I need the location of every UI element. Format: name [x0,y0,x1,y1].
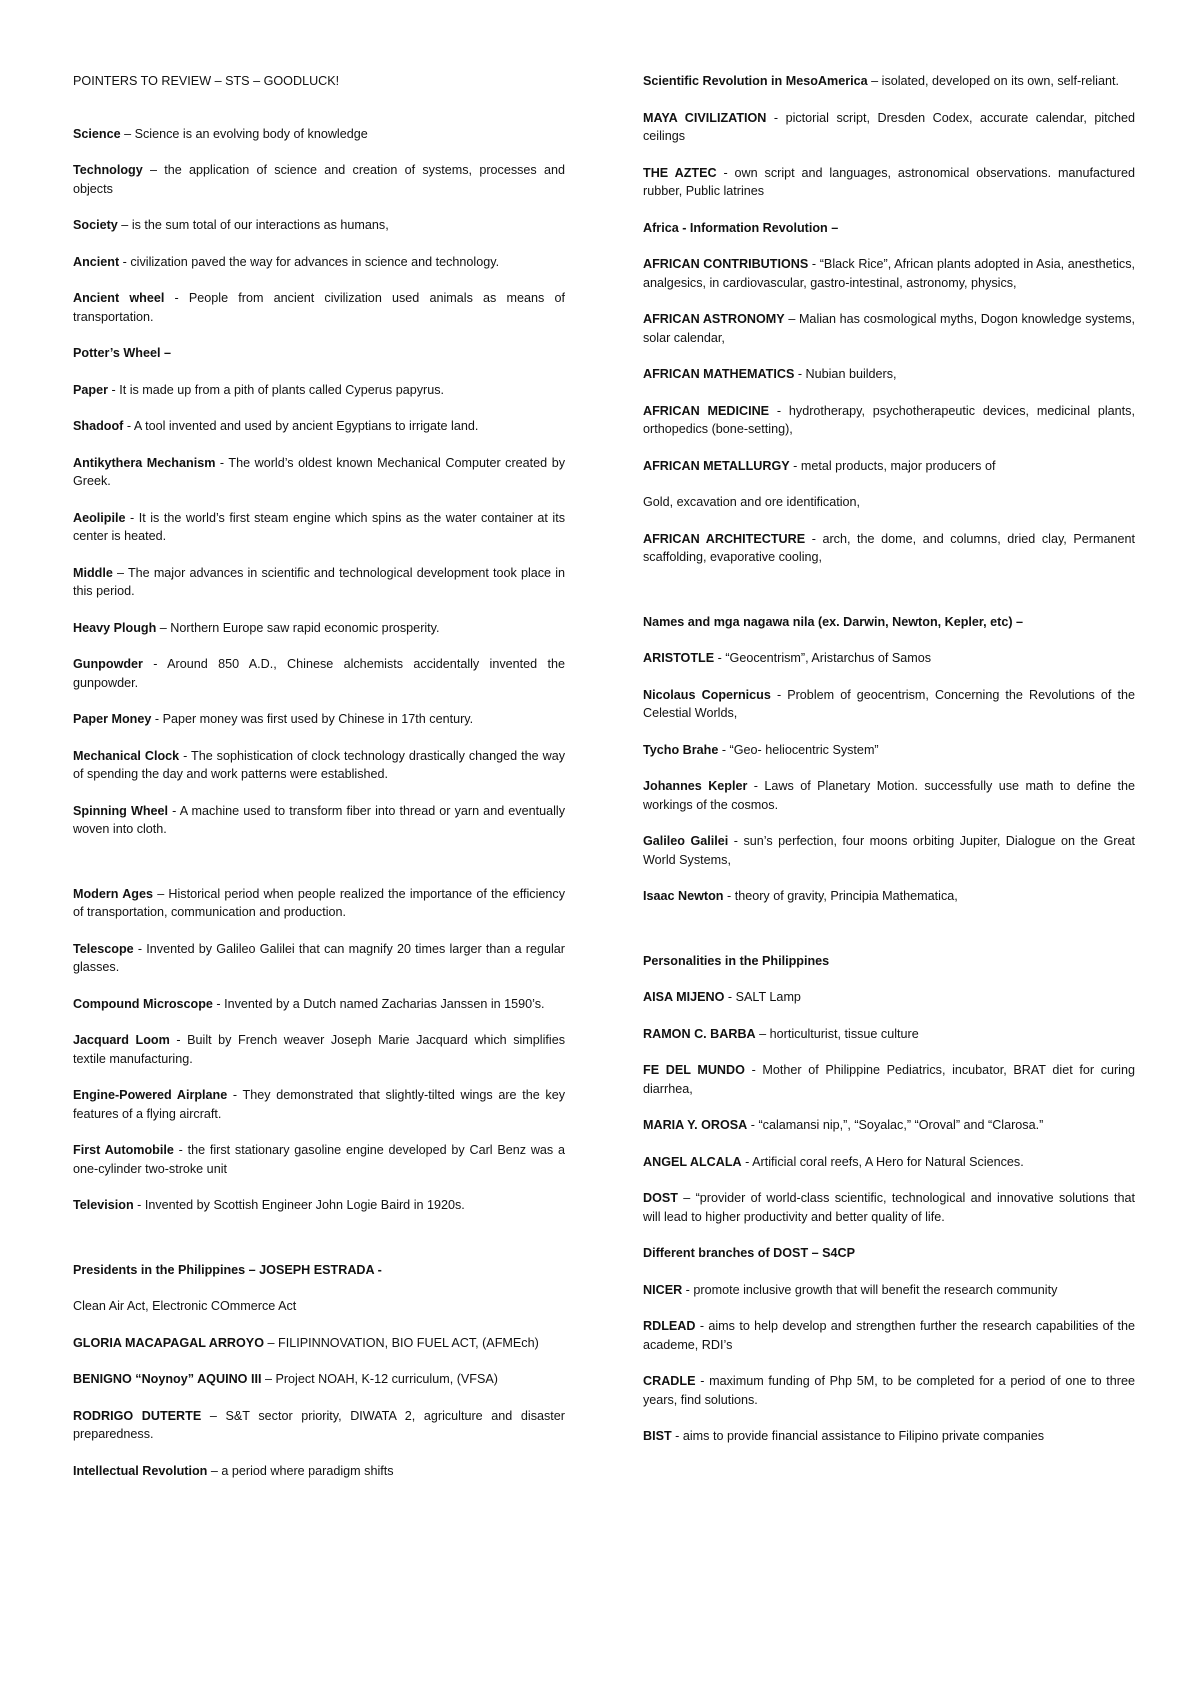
entry-text: - promote inclusive growth that will benefit the research community [682,1282,1058,1297]
entry-term: Different branches of DOST – S4CP [643,1246,856,1260]
entry-text: - Invented by Galileo Galilei that can magnify 20 times larger than a regular glasses. [73,941,565,974]
entry-term: Africa - Information Revolution – [643,220,839,235]
entry-term: BENIGNO “Noynoy” AQUINO III [73,1372,262,1386]
entry-term: Presidents in the Philippines – JOSEPH ESTRADA - [73,1262,382,1277]
right-entry [643,741,1135,760]
entry-text: - Problem of geocentrism, Concerning the Revolutions of the Celestial Worlds, [643,687,1135,720]
entry-text: - “calamansi nip,”, “Soyalac,” “Oroval” and “Clarosa.” [747,1118,1044,1132]
right-entry [643,649,1135,668]
entry-text: - “Geocentrism”, Aristarchus of Samos [714,651,932,665]
entry-text: – Project NOAH, K-12 curriculum, (VFSA) [261,1372,498,1386]
entry-text: - People from ancient civilization used animals as means of transportation. [73,291,565,324]
entry-term: Middle [73,565,113,580]
entry-term: Personalities in the Philippines [643,953,830,968]
left-entry [73,509,565,546]
right-entry [643,310,1135,347]
entry-text: - arch, the dome, and columns, dried clay, Permanent scaffolding, evaporative cooling, [643,531,1135,564]
entry-term: Engine-Powered Airplane [73,1088,228,1102]
entry-term: BIST [643,1429,672,1443]
right-entry [643,613,1135,632]
entry-term: NICER [643,1282,683,1297]
right-column [643,72,1135,1464]
entry-term: Aeolipile [73,510,126,525]
entry-term: Telescope [73,941,134,956]
entry-text: - A tool invented and used by ancient Egyptians to irrigate land. [123,419,479,433]
left-entry [73,417,565,436]
entry-text: - Invented by a Dutch named Zacharias Janssen in 1590’s. [212,996,545,1011]
entry-text: - Mother of Philippine Pediatrics, incubator, BRAT diet for curing diarrhea, [643,1063,1135,1096]
entry-term: AFRICAN MATHEMATICS [643,367,795,381]
left-entry [73,619,565,638]
entry-text: - Built by French weaver Joseph Marie Jacquard which simplifies textile manufacturing. [73,1033,565,1066]
right-entry [643,952,1135,971]
entry-term: Potter’s Wheel – [73,346,171,360]
entry-term: Galileo Galilei [643,834,729,848]
entry-text: – isolated, developed on its own, self-reliant. [867,74,1119,88]
left-entry [73,710,565,729]
entry-term: Jacquard Loom [73,1033,170,1047]
entry-term: AFRICAN CONTRIBUTIONS [643,257,809,271]
right-entry [643,365,1135,384]
entry-term: THE AZTEC [643,165,717,180]
entry-text: - A machine used to transform fiber into thread or yarn and eventually woven into cloth. [73,803,565,836]
entry-term: Technology [73,163,143,177]
entry-term: Scientific Revolution in MesoAmerica [643,74,868,88]
left-entries [73,125,565,1481]
entry-term: AFRICAN ASTRONOMY [643,312,785,326]
entry-term: RDLEAD [643,1319,696,1333]
entry-term: Modern Ages [73,886,153,901]
entry-term: AISA MIJENO [643,990,725,1004]
entry-term: Television [73,1198,134,1212]
left-entry [73,381,565,400]
left-entry [73,995,565,1014]
entry-text: - aims to help develop and strengthen further the research capabilities of the academe, RDI’s [643,1319,1135,1352]
entry-term: FE DEL MUNDO [643,1063,745,1077]
entry-text: – a period where paradigm shifts [207,1463,394,1478]
entry-term: ANGEL ALCALA [643,1154,742,1169]
entry-text: - Invented by Scottish Engineer John Logie Baird in 1920s. [133,1198,465,1212]
left-entry [73,940,565,977]
entry-term: AFRICAN MEDICINE [643,403,770,418]
left-entry [73,1407,565,1444]
entry-text: - It is made up from a pith of plants called Cyperus papyrus. [108,382,445,397]
entry-text: Gold, excavation and ore identification, [643,495,861,509]
entry-term: Shadoof [73,419,124,433]
entry-text: – the application of science and creation of systems, processes and objects [73,163,565,196]
right-entry [643,777,1135,814]
left-entry [73,1297,565,1316]
right-entries [643,72,1135,1446]
entry-text: - “Geo- heliocentric System” [718,742,879,757]
left-entry [73,1196,565,1215]
entry-text: – “provider of world-class scientific, technological and innovative solutions that will lead to higher productivity and better quality of life. [643,1191,1135,1224]
left-entry [73,802,565,839]
entry-text: - sun’s perfection, four moons orbiting Jupiter, Dialogue on the Great World Systems, [643,834,1136,867]
entry-text: - It is the world’s first steam engine which spins as the water container at its center is heated. [73,510,565,543]
entry-term: Antikythera Mechanism [73,455,216,470]
entry-text: - Around 850 A.D., Chinese alchemists accidentally invented the gunpowder. [73,657,565,690]
right-entry [643,1025,1135,1044]
entry-term: Johannes Kepler [643,779,748,793]
entry-term: Mechanical Clock [73,748,180,763]
left-entry [73,1031,565,1068]
entry-term: Names and mga nagawa nila (ex. Darwin, Newton, Kepler, etc) – [643,614,1024,629]
right-entry [643,530,1135,567]
entry-term: RODRIGO DUTERTE [73,1408,202,1423]
entry-term: Gunpowder [73,657,143,671]
entry-text: - civilization paved the way for advances in science and technology. [119,254,500,269]
left-entry [73,216,565,235]
left-entry [73,1261,565,1280]
right-entry [643,1244,1135,1263]
right-entry [643,109,1135,146]
entry-term: Science [73,126,121,141]
entry-text: - The world’s oldest known Mechanical Computer created by Greek. [73,455,566,488]
right-entry [643,402,1135,439]
entry-term: DOST [643,1191,678,1205]
entry-text: – S&T sector priority, DIWATA 2, agriculture and disaster preparedness. [73,1408,565,1441]
entry-term: AFRICAN METALLURGY [643,458,790,473]
right-entry [643,832,1135,869]
entry-text: – is the sum total of our interactions as humans, [117,218,389,232]
entry-text: - Laws of Planetary Motion. successfully use math to define the workings of the cosmos. [643,779,1135,812]
right-entry [643,1061,1135,1098]
entry-text: - Paper money was first used by Chinese in 17th century. [151,712,474,726]
entry-text: - the first stationary gasoline engine developed by Carl Benz was a one-cylinder two-stroke unit [73,1143,565,1176]
entry-text: - aims to provide financial assistance to Filipino private companies [671,1429,1045,1443]
entry-term: Paper [73,382,109,397]
left-entry [73,125,565,144]
right-entry [643,686,1135,723]
left-entry [73,1334,565,1353]
entry-text: – horticulturist, tissue culture [755,1026,919,1041]
entry-text: - metal products, major producers of [789,458,996,473]
left-column [73,72,565,1498]
entry-text: - “Black Rice”, African plants adopted in Asia, anesthetics, analgesics, in cardiovascular, gastro-intestinal, astronomy, physics, [643,257,1136,290]
left-entry [73,655,565,692]
right-entry [643,1153,1135,1172]
entry-text: - Artificial coral reefs, A Hero for Natural Sciences. [741,1154,1024,1169]
left-entry [73,885,565,922]
left-entry [73,289,565,326]
left-entry [73,564,565,601]
entry-term: MAYA CIVILIZATION [643,110,767,125]
right-entry [643,164,1135,201]
entry-term: RAMON C. BARBA [643,1026,756,1041]
right-entry [643,988,1135,1007]
entry-text: - hydrotherapy, psychotherapeutic devices, medicinal plants, orthopedics (bone-setting), [643,403,1135,436]
entry-text: – Malian has cosmological myths, Dogon knowledge systems, solar calendar, [643,312,1135,345]
right-entry [643,72,1135,91]
left-entry [73,1086,565,1123]
entry-term: CRADLE [643,1374,696,1388]
left-entry [73,747,565,784]
entry-term: MARIA Y. OROSA [643,1118,748,1132]
right-entry [643,1372,1135,1409]
left-entry [73,454,565,491]
entry-term: Heavy Plough [73,620,157,635]
entry-text: - The sophistication of clock technology drastically changed the way of spending the day and work patterns were established. [73,748,565,781]
left-entry [73,1141,565,1178]
entry-term: Compound Microscope [73,996,213,1011]
left-entry [73,1370,565,1389]
right-entry [643,1116,1135,1135]
right-entry [643,887,1135,906]
entry-text: - maximum funding of Php 5M, to be completed for a period of one to three years, find solutions. [643,1374,1135,1407]
entry-term: Paper Money [73,712,152,726]
entry-term: Spinning Wheel [73,803,169,818]
entry-term: AFRICAN ARCHITECTURE [643,531,806,546]
entry-term: ARISTOTLE [643,651,715,665]
entry-text: - pictorial script, Dresden Codex, accurate calendar, pitched ceilings [643,110,1135,143]
entry-term: Intellectual Revolution [73,1463,208,1478]
left-entry [73,161,565,198]
entry-term: First Automobile [73,1143,174,1157]
right-entry [643,493,1135,512]
right-entry [643,1317,1135,1354]
right-entry [643,255,1135,292]
right-entry [643,1427,1135,1446]
entry-term: Tycho Brahe [643,742,719,757]
right-entry [643,1189,1135,1226]
entry-term: Nicolaus Copernicus [643,687,771,702]
entry-text: - theory of gravity, Principia Mathematica, [723,889,958,903]
entry-text: - own script and languages, astronomical observations. manufactured rubber, Public latrines [643,165,1135,198]
entry-term: Isaac Newton [643,889,724,903]
entry-text: – The major advances in scientific and technological development took place in this period. [73,565,565,598]
right-entry [643,1281,1135,1300]
entry-term: Ancient wheel [73,291,165,305]
entry-text: Clean Air Act, Electronic COmmerce Act [73,1299,297,1313]
right-entry [643,457,1135,476]
right-entry [643,219,1135,238]
entry-term: Society [73,218,118,232]
entry-text: - SALT Lamp [724,990,801,1004]
entry-term: GLORIA MACAPAGAL ARROYO [73,1335,265,1350]
left-entry [73,344,565,363]
entry-term: Ancient [73,254,120,269]
left-entry [73,253,565,272]
page-title: POINTERS TO REVIEW – STS – GOODLUCK! [73,74,340,88]
entry-text: – Northern Europe saw rapid economic prosperity. [156,620,440,635]
entry-text: – FILIPINNOVATION, BIO FUEL ACT, (AFMEch) [264,1335,539,1350]
entry-text: – Historical period when people realized the importance of the efficiency of transportation, communication and production. [73,886,565,919]
entry-text: - Nubian builders, [794,367,897,381]
entry-text: – Science is an evolving body of knowledge [120,126,368,141]
entry-text: - They demonstrated that slightly-tilted wings are the key features of a flying aircraft. [73,1088,565,1121]
left-entry [73,1462,565,1481]
